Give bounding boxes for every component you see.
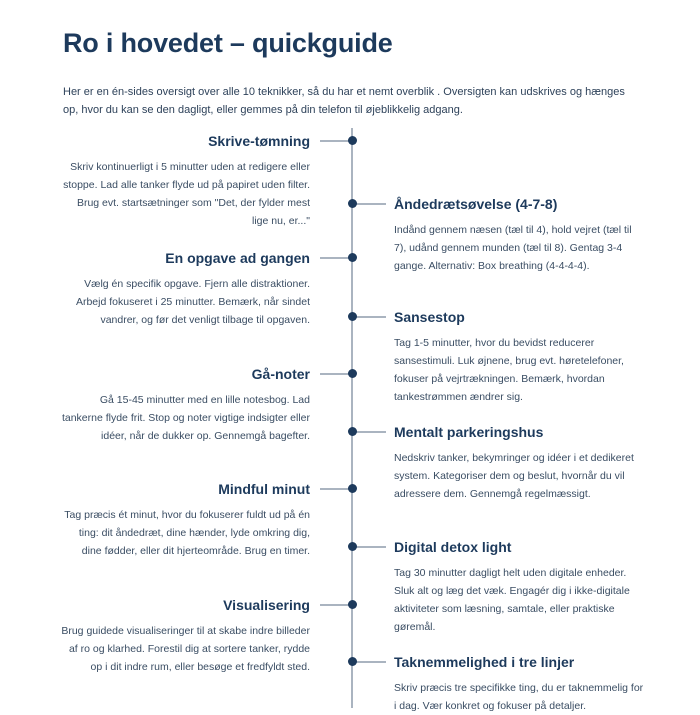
technique-taknemmelighed — [394, 653, 644, 715]
technique-description: Nedskriv tanker, bekymringer og idéer i et dedikeret system. Kategoriser dem og beslut, hvornår du vil adressere dem. Gennemgå regelmæssigt. — [394, 452, 634, 500]
timeline-connector — [320, 604, 351, 606]
timeline-dot — [348, 253, 357, 262]
technique-description: Indånd gennem næsen (tæl til 4), hold vejret (tæl til 7), udånd gennem munden (tæl til 8). Gentag 3-4 gange. Alternativ: Box breathing (4-4-4-4). — [394, 224, 632, 272]
technique-digital-detox-light — [394, 538, 644, 636]
technique-description: Tag 1-5 minutter, hvor du bevidst reducerer sansestimuli. Luk øjnene, brug evt. høretelefoner, fokuser på vejrtrækningen. Bemærk, hvordan tankestrømmen ændrer sig. — [394, 337, 624, 403]
technique-title: Gå-noter — [251, 366, 310, 382]
technique-title: En opgave ad gangen — [165, 250, 310, 266]
technique-description: Vælg én specifik opgave. Fjern alle distraktioner. Arbejd fokuseret i 25 minutter. Bemærk, når sindet vandrer, og før det venligt tilbage til opgaven. — [75, 278, 310, 326]
technique-title: Visualisering — [223, 597, 310, 613]
intro-paragraph: Her er en én-sides oversigt over alle 10 teknikker, så du har et nemt overblik . Oversigten kan udskrives og hænges op, hvor du kan se den dagligt, eller gemmes på din telefon til øjeblikkelig adgang. — [63, 86, 625, 116]
technique-title: Mentalt parkeringshus — [394, 424, 544, 440]
technique-skrive-tomning — [60, 132, 310, 230]
timeline-line — [351, 128, 353, 708]
technique-mindful-minut — [60, 480, 310, 560]
timeline-dot — [348, 427, 357, 436]
timeline-dot — [348, 542, 357, 551]
timeline-connector — [320, 140, 351, 142]
timeline-dot — [348, 369, 357, 378]
technique-visualisering — [60, 596, 310, 676]
timeline-connector — [320, 373, 351, 375]
technique-ga-noter — [60, 365, 310, 445]
technique-description: Gå 15-45 minutter med en lille notesbog. Lad tankerne flyde frit. Stop og noter vigtige indsigter eller idéer, når de dukker op. Gennemgå bagefter. — [61, 394, 310, 442]
timeline-connector — [353, 661, 386, 663]
timeline-connector — [320, 257, 351, 259]
technique-title: Åndedrætsøvelse (4-7-8) — [394, 196, 558, 212]
technique-title: Sansestop — [394, 309, 465, 325]
technique-description: Skriv kontinuerligt i 5 minutter uden at redigere eller stoppe. Lad alle tanker flyde ud på papiret uden filter. Brug evt. startsætninger som "Det, der fylder mest lige nu, er..." — [63, 161, 310, 227]
page-title: Ro i hovedet – quickguide — [63, 28, 393, 58]
timeline-dot — [348, 484, 357, 493]
timeline-connector — [353, 203, 386, 205]
technique-description: Tag 30 minutter dagligt helt uden digitale enheder. Sluk alt og læg det væk. Engagér dig i ikke-digitale aktiviteter som læsning, samtale, eller praktiske gøremål. — [394, 567, 630, 633]
technique-sansestop — [394, 308, 644, 406]
timeline-dot — [348, 657, 357, 666]
technique-description: Skriv præcis tre specifikke ting, du er taknemmelig for i dag. Vær konkret og fokuser på detaljer. — [394, 682, 644, 712]
timeline-dot — [348, 312, 357, 321]
technique-title: Taknemmelighed i tre linjer — [394, 654, 575, 670]
timeline-connector — [353, 546, 386, 548]
technique-description: Tag præcis ét minut, hvor du fokuserer fuldt ud på én ting: dit åndedræt, dine hænder, lyde omkring dig, dine fødder, eller dit hjerteområde. Brug en timer. — [64, 509, 310, 557]
technique-andedraetsovelse — [394, 195, 644, 275]
technique-title: Skrive-tømning — [208, 133, 310, 149]
timeline-connector — [320, 488, 351, 490]
timeline-connector — [353, 431, 386, 433]
timeline-dot — [348, 136, 357, 145]
timeline-dot — [348, 199, 357, 208]
technique-title: Mindful minut — [218, 481, 310, 497]
technique-title: Digital detox light — [394, 539, 512, 555]
technique-description: Brug guidede visualiseringer til at skabe indre billeder af ro og klarhed. Forestil dig at sortere tanker, rydde op i dit indre rum, eller besøge et fredfyldt sted. — [61, 625, 310, 673]
technique-en-opgave-ad-gangen — [60, 249, 310, 329]
timeline-connector — [353, 316, 386, 318]
technique-mentalt-parkeringshus — [394, 423, 644, 503]
timeline-dot — [348, 600, 357, 609]
